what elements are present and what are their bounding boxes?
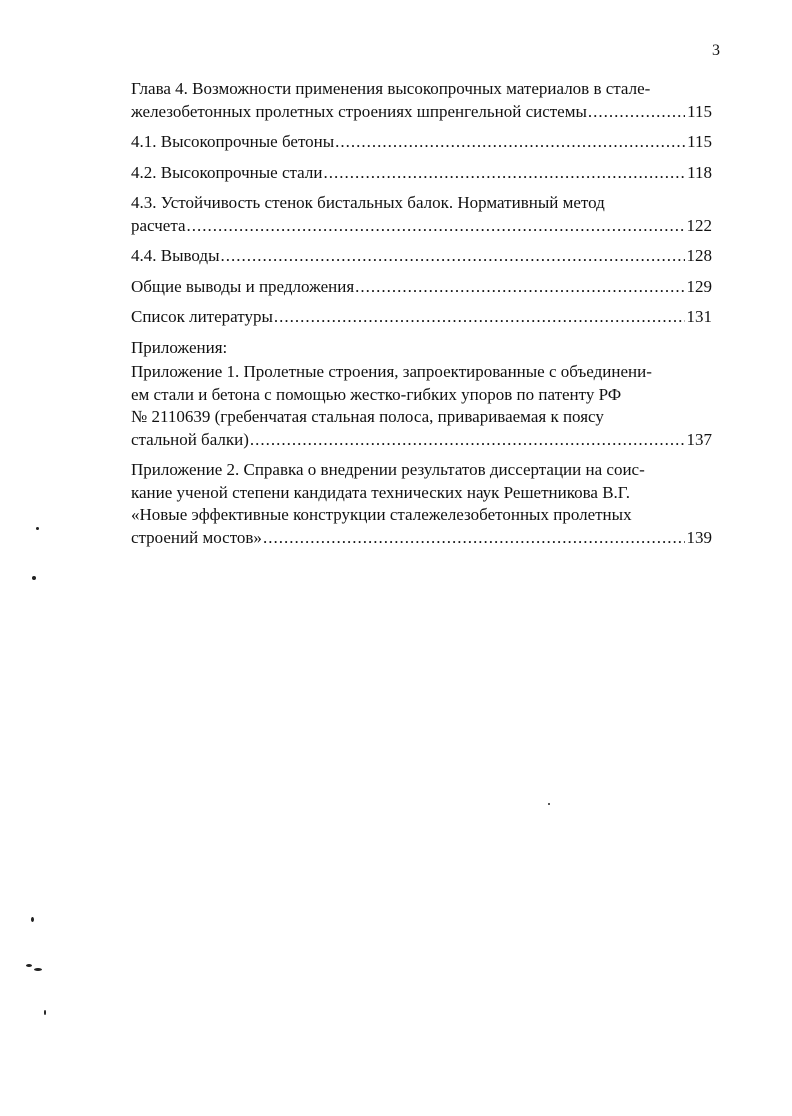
toc-entry-title: 4.4. Выводы: [131, 246, 220, 265]
scan-speck: [34, 968, 42, 971]
toc-entry: [131, 78, 712, 123]
toc-entry-title: 4.2. Высокопрочные стали: [131, 162, 323, 182]
page-number: 3: [712, 42, 720, 59]
dot-leader: [221, 245, 685, 268]
toc-entry-line: «Новые эффективные конструкции сталежелезобетонных пролетных: [131, 505, 632, 524]
dot-leader: [250, 429, 685, 452]
toc-entry-final-line: [131, 276, 712, 299]
dot-leader: [588, 101, 685, 124]
toc-entry-title: строений мостов»: [131, 527, 262, 547]
toc-page-number: 115: [687, 132, 712, 151]
toc-entry-final-line: [131, 162, 712, 185]
dot-leader: [263, 527, 685, 550]
toc-entry: [131, 131, 712, 154]
toc-entry-title: расчета: [131, 215, 186, 235]
toc-entry-final-line: [131, 101, 712, 124]
table-of-contents: [131, 78, 712, 557]
toc-entry-title: 4.1. Высокопрочные бетоны: [131, 132, 335, 151]
toc-entry-line: Приложения:: [131, 337, 228, 357]
toc-entry: [131, 459, 712, 549]
toc-entry: [131, 162, 712, 185]
toc-page-number: 128: [686, 246, 712, 265]
toc-entry: [131, 192, 712, 237]
toc-page-number: 131: [686, 307, 712, 326]
toc-entry: [131, 245, 712, 268]
scan-speck: [44, 1010, 46, 1015]
toc-page-number: 137: [686, 429, 712, 449]
dot-leader: [274, 306, 685, 329]
toc-page-number: 122: [686, 215, 712, 235]
toc-entry-final-line: [131, 245, 712, 268]
toc-entry-line: Глава 4. Возможности применения высокопрочных материалов в стале-: [131, 79, 651, 98]
scan-speck: [548, 803, 550, 805]
toc-entry-line: № 2110639 (гребенчатая стальная полоса, привариваемая к поясу: [131, 407, 604, 426]
toc-entry-final-line: [131, 306, 712, 329]
dot-leader: [187, 215, 685, 238]
toc-entry-line: Приложение 1. Пролетные строения, запроектированные с объединени-: [131, 362, 652, 381]
toc-entry-title: железобетонных пролетных строениях шпренгельной системы: [131, 101, 587, 121]
toc-entry: [131, 337, 712, 360]
toc-entry-line: кание ученой степени кандидата технических наук Решетникова В.Г.: [131, 482, 630, 502]
toc-entry-line: Приложение 2. Справка о внедрении результатов диссертации на соис-: [131, 460, 645, 479]
toc-entry: [131, 361, 712, 451]
toc-entry-title: стальной балки): [131, 429, 249, 449]
toc-entry-title: Общие выводы и предложения: [131, 276, 355, 296]
toc-entry: [131, 276, 712, 299]
scan-speck: [26, 964, 32, 967]
toc-entry-title: Список литературы: [131, 307, 273, 326]
toc-entry-final-line: [131, 215, 712, 238]
toc-entry-final-line: [131, 429, 712, 452]
toc-page-number: 115: [687, 101, 712, 121]
toc-page-number: 139: [686, 527, 712, 547]
toc-page-number: 129: [686, 276, 712, 296]
toc-page-number: 118: [687, 162, 712, 182]
scan-speck: [36, 527, 39, 530]
toc-entry-line: ем стали и бетона с помощью жестко-гибких упоров по патенту РФ: [131, 384, 622, 404]
toc-entry-final-line: [131, 527, 712, 550]
toc-entry: [131, 306, 712, 329]
scan-speck: [32, 576, 36, 580]
dot-leader: [335, 131, 685, 154]
toc-entry-line: 4.3. Устойчивость стенок бистальных балок. Нормативный метод: [131, 193, 605, 212]
scan-speck: [31, 917, 34, 922]
dot-leader: [355, 276, 684, 299]
dot-leader: [323, 162, 685, 185]
toc-entry-final-line: [131, 131, 712, 154]
